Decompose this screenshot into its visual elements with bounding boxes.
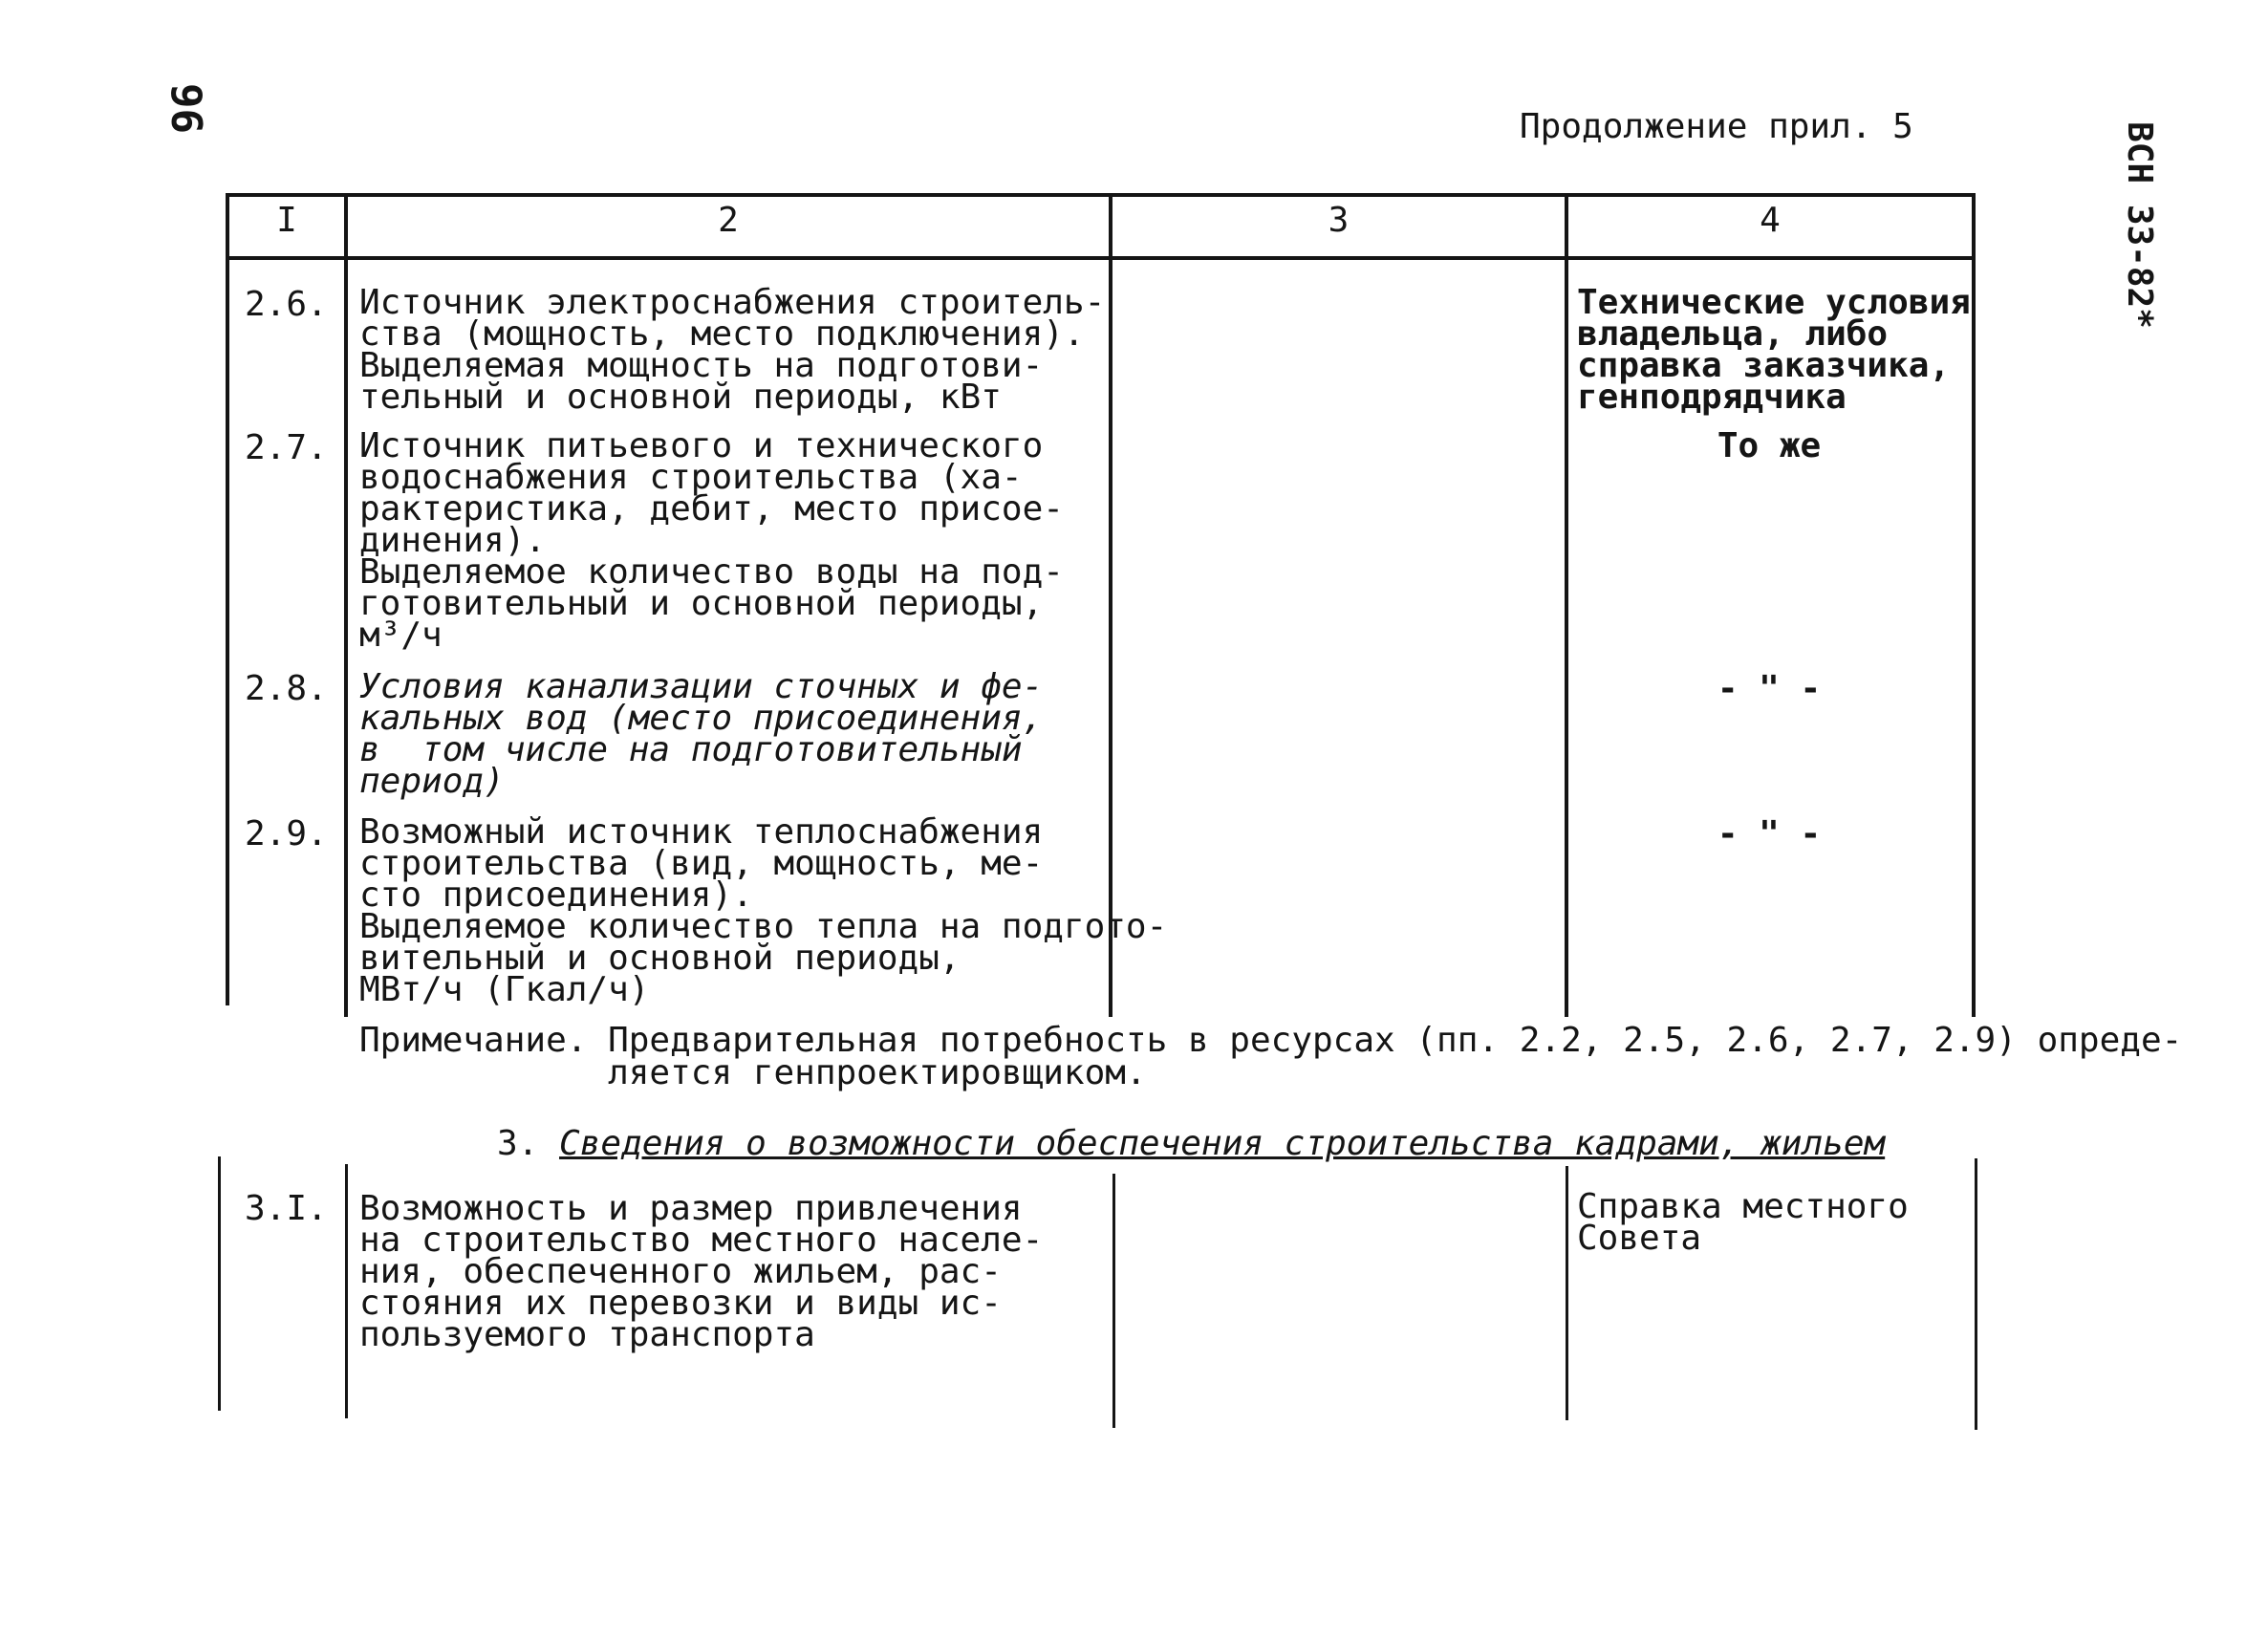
row-description: Условия канализации сточных и фе- кальных вод (место присоединения, в том числе на подготовительный период)	[359, 667, 1044, 801]
row-source: Справка местного Совета	[1577, 1187, 1909, 1258]
table-right-border	[1972, 193, 1976, 1017]
header-col-2: 2	[718, 201, 739, 240]
row-number: 2.7.	[245, 428, 328, 467]
row-number: 2.9.	[245, 814, 328, 853]
table2-divider-1	[345, 1164, 348, 1418]
row-number: 3.I.	[245, 1189, 328, 1228]
row-source: - " -	[1717, 814, 1822, 853]
table-note: Примечание. Предварительная потребность в ресурсах (пп. 2.2, 2.5, 2.6, 2.7, 2.9) опреде- ляется генпроектировщиком.	[359, 1021, 2183, 1092]
row-source: То же	[1717, 426, 1822, 465]
row-source: Технические условия владельца, либо справка заказчика, генподрядчика	[1577, 283, 1971, 417]
section-3-number: 3.	[497, 1124, 539, 1163]
row-description: Возможный источник теплоснабжения строительства (вид, мощность, ме- сто присоединения). Выделяемое количество тепла на подгото- вительный и основной периоды, МВт/ч (Гкал/ч)	[359, 812, 1168, 1009]
header-col-4: 4	[1760, 201, 1781, 240]
header-col-1: I	[276, 201, 297, 240]
column-divider-3	[1565, 193, 1568, 1017]
row-number: 2.6.	[245, 285, 328, 324]
row-number: 2.8.	[245, 669, 328, 708]
document-code: ВСН 33-82*	[2119, 121, 2159, 329]
row-description: Возможность и размер привлечения на строительство местного населе- ния, обеспеченного жильем, рас- стояния их перевозки и виды ис- пользуемого транспорта	[359, 1189, 1044, 1354]
table-top-border	[226, 193, 1975, 197]
row-description: Источник питьевого и технического водоснабжения строительства (ха- рактеристика, дебит, место присое- динения). Выделяемое количество воды на под- готовительный и основной периоды, м³/ч	[359, 426, 1064, 655]
page-number: 96	[161, 83, 210, 134]
row-description: Источник электроснабжения строитель- ства (мощность, место подключения). Выделяемая мощность на подготови- тельный и основной периоды, кВт	[359, 283, 1106, 417]
table-left-border	[226, 193, 229, 1005]
table2-divider-3	[1566, 1166, 1568, 1420]
row-source: - " -	[1717, 669, 1822, 708]
table2-divider-2	[1112, 1174, 1115, 1428]
table2-left-border	[218, 1156, 221, 1411]
section-3-title: Сведения о возможности обеспечения строительства кадрами, жильем	[559, 1124, 1886, 1163]
header-col-3: 3	[1328, 201, 1350, 240]
column-divider-1	[344, 193, 348, 1017]
continuation-label: Продолжение прил. 5	[1520, 107, 1913, 146]
table-header-divider	[226, 256, 1975, 260]
table2-right-border	[1975, 1158, 1977, 1430]
section-3-heading	[497, 1124, 1885, 1163]
